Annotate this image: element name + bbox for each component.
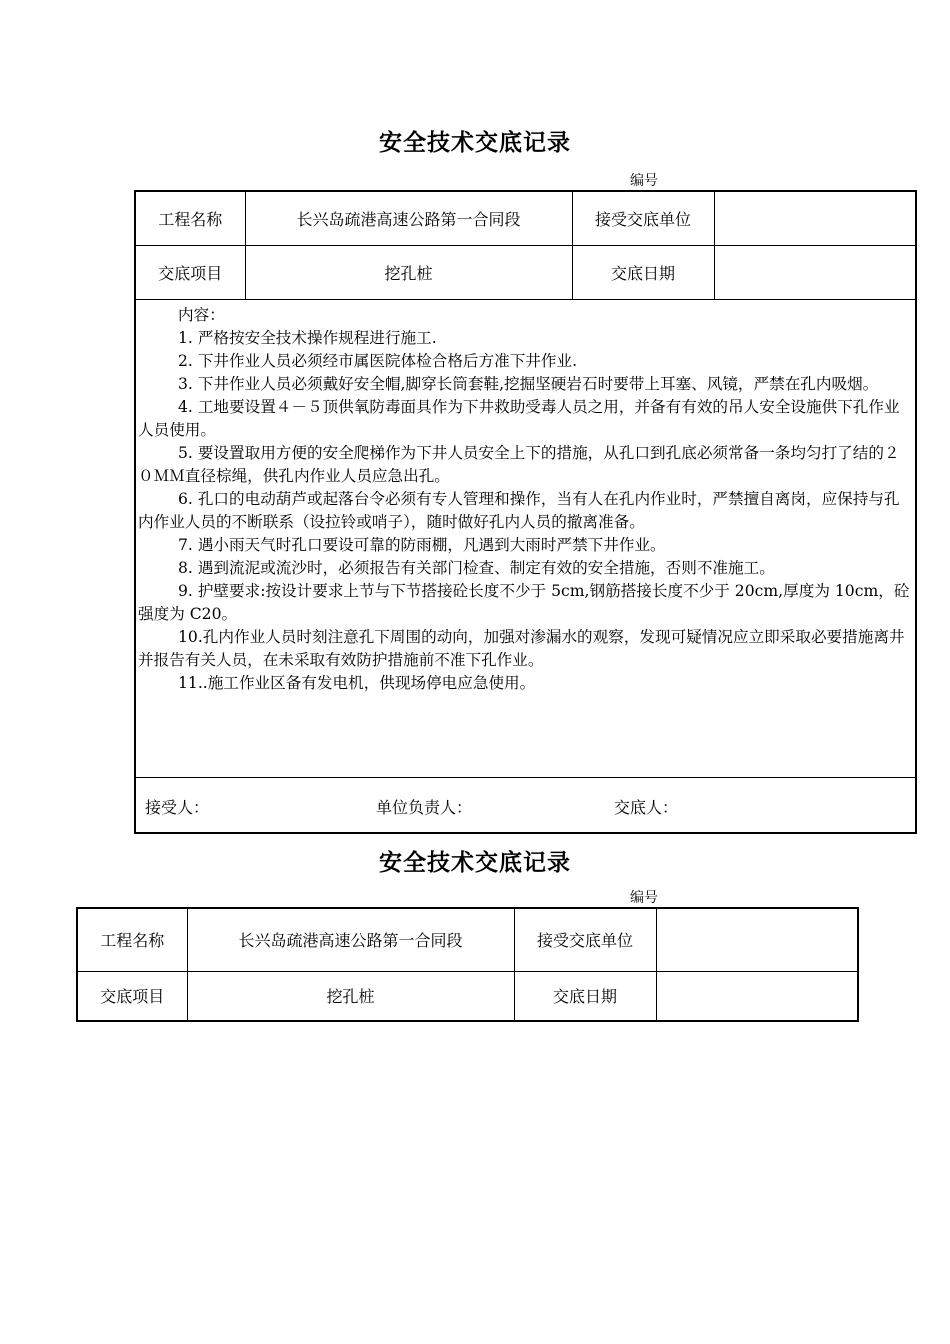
receiving-unit-label: 接受交底单位 — [572, 191, 714, 245]
record2-serial-label: 编号 — [630, 890, 658, 906]
content-item: 7. 遇小雨天气时孔口要设可靠的防雨棚，凡遇到大雨时严禁下井作业。 — [178, 535, 666, 554]
content-item: 8. 遇到流泥或流沙时，必须报告有关部门检查、制定有效的安全措施，否则不准施工。 — [178, 558, 775, 577]
item-label: 交底项目 — [135, 245, 245, 299]
content-item: 5. 要设置取用方便的安全爬梯作为下井人员安全上下的措施，从孔口到孔底必须常备一条均匀打了结的２０ＭＭ直径棕绳，供孔内作业人员应急出孔。 — [138, 443, 900, 485]
receiving-unit-label: 接受交底单位 — [514, 908, 656, 971]
item-value: 挖孔桩 — [187, 971, 514, 1021]
date-label: 交底日期 — [572, 245, 714, 299]
record2-title: 安全技术交底记录 — [379, 849, 571, 876]
project-name-value: 长兴岛疏港高速公路第一合同段 — [245, 191, 572, 245]
item-value: 挖孔桩 — [245, 245, 572, 299]
content-cell — [135, 299, 916, 777]
record1-serial-label: 编号 — [630, 173, 658, 189]
project-name-value: 长兴岛疏港高速公路第一合同段 — [187, 908, 514, 971]
content-item: 10.孔内作业人员时刻注意孔下周围的动向，加强对渗漏水的观察，发现可疑情况应立即采取必要措施离井并报告有关人员，在未采取有效防护措施前不准下孔作业。 — [138, 627, 905, 669]
record2-table — [76, 907, 859, 1022]
receiver-label: 接受人： — [145, 797, 210, 817]
content-item: 3. 下井作业人员必须戴好安全帽,脚穿长筒套鞋,挖掘坚硬岩石时要带上耳塞、风镜，严禁在孔内吸烟。 — [178, 374, 879, 393]
date-value — [714, 245, 916, 299]
content-item: 9. 护壁要求:按设计要求上节与下节搭接砼长度不少于 5cm,钢筋搭接长度不少于 20cm,厚度为 10cm，砼强度为 C20。 — [138, 581, 910, 623]
content-item: 1. 严格按安全技术操作规程进行施工. — [178, 328, 437, 347]
receiving-unit-value — [714, 191, 916, 245]
date-value — [656, 971, 858, 1021]
content-item: 4. 工地要设置４－５顶供氧防毒面具作为下井救助受毒人员之用，并备有有效的吊人安全设施供下孔作业人员使用。 — [138, 397, 900, 439]
record1-title: 安全技术交底记录 — [379, 129, 571, 156]
content-item: 11..施工作业区备有发电机，供现场停电应急使用。 — [178, 673, 536, 692]
discloser-label: 交底人： — [614, 797, 679, 817]
content-item: 2. 下井作业人员必须经市属医院体检合格后方准下井作业. — [178, 351, 578, 370]
unit-head-label: 单位负责人： — [376, 797, 473, 817]
record1-table — [134, 190, 917, 834]
content-item: 6. 孔口的电动葫芦或起落台令必须有专人管理和操作，当有人在孔内作业时，严禁擅自离岗，应保持与孔内作业人员的不断联系（设拉铃或哨子），随时做好孔内人员的撤离准备。 — [138, 489, 900, 531]
content-label: 内容： — [178, 305, 225, 324]
item-label: 交底项目 — [77, 971, 187, 1021]
signature-row — [135, 777, 916, 833]
project-name-label: 工程名称 — [77, 908, 187, 971]
date-label: 交底日期 — [514, 971, 656, 1021]
receiving-unit-value — [656, 908, 858, 971]
project-name-label: 工程名称 — [135, 191, 245, 245]
